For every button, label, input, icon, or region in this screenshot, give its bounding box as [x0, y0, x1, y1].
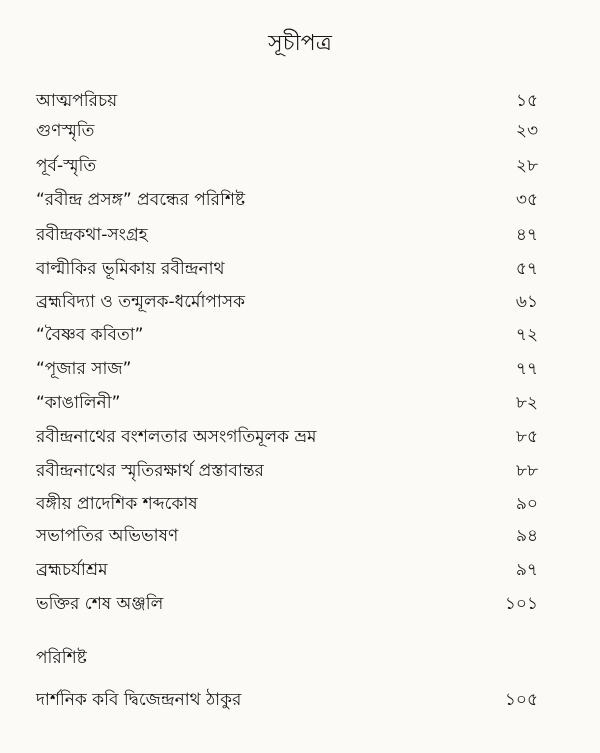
toc-entry-page: ৩৫ [515, 190, 538, 210]
toc-entry-page: ৯৭ [515, 560, 538, 580]
toc-entry-page: ৯০ [515, 494, 538, 514]
toc-entry-page: ৮৫ [515, 427, 538, 447]
toc-entry [0, 522, 600, 550]
toc-entry-title: ভক্তির শেষ অঞ্জলি [36, 594, 164, 614]
toc-entry-title: আত্মপরিচয় [36, 91, 118, 111]
toc-entry-page: ৫৭ [515, 259, 538, 279]
toc-entry [0, 686, 600, 714]
toc-entry-page: ২৮ [515, 156, 538, 176]
page-title: সূচীপত্র [268, 31, 332, 56]
toc-entry-title: গুণস্মৃতি [36, 121, 95, 141]
toc-entry [0, 288, 600, 316]
toc-entry-page: ৭২ [515, 325, 538, 345]
toc-entry [0, 321, 600, 349]
toc-entry [0, 186, 600, 214]
toc-entry-title: পূর্ব-স্মৃতি [36, 156, 97, 176]
toc-entry [0, 457, 600, 485]
toc-entry-page: ৮৮ [515, 461, 538, 481]
toc-entry-title: ব্রহ্মচর্যাশ্রম [36, 560, 108, 580]
toc-entry [0, 490, 600, 518]
toc-entry [0, 590, 600, 618]
toc-entry-page: ১০১ [504, 594, 538, 614]
toc-entry-page: ৪৭ [515, 225, 538, 245]
toc-entry-title: রবীন্দ্রনাথের বংশলতার অসংগতিমূলক ভ্রম [36, 427, 317, 447]
toc-entry-title: দার্শনিক কবি দ্বিজেন্দ্রনাথ ঠাকুর [36, 690, 242, 710]
toc-entry [0, 221, 600, 249]
toc-entry-title: “বৈষ্ণব কবিতা” [36, 325, 144, 345]
toc-entry-title: সভাপতির অভিভাষণ [36, 526, 179, 546]
toc-entry-page: ১৫ [515, 91, 538, 111]
toc-entry-title: ব্রহ্মবিদ্যা ও তন্মূলক-ধর্মোপাসক [36, 292, 245, 312]
toc-entry [0, 152, 600, 180]
toc-entry-title: বঙ্গীয় প্রাদেশিক শব্দকোষ [36, 494, 198, 514]
toc-entry [0, 423, 600, 451]
toc-entry [0, 355, 600, 383]
appendix-heading: পরিশিষ্ট [36, 648, 87, 668]
toc-entry-page: ১০৫ [504, 690, 538, 710]
toc-entry-title: “কাঙালিনী” [36, 393, 121, 413]
toc-entry [0, 255, 600, 283]
toc-entry-title: “রবীন্দ্র প্রসঙ্গ” প্রবন্ধের পরিশিষ্ট [36, 190, 246, 210]
toc-entry-page: ৬১ [515, 292, 538, 312]
toc-entry [0, 556, 600, 584]
toc-entry [0, 87, 600, 115]
toc-entry-title: রবীন্দ্রকথা-সংগ্রহ [36, 225, 148, 245]
toc-entry [0, 117, 600, 145]
toc-entry-title: “পূজার সাজ” [36, 359, 132, 379]
toc-entry-title: রবীন্দ্রনাথের স্মৃতিরক্ষার্থ প্রস্তাবান্তর [36, 461, 264, 481]
toc-entry [0, 389, 600, 417]
toc-entry-page: ২৩ [515, 121, 538, 141]
toc-entry-page: ৯৪ [515, 526, 538, 546]
toc-entry-page: ৮২ [515, 393, 538, 413]
toc-entry-title: বাল্মীকির ভূমিকায় রবীন্দ্রনাথ [36, 259, 225, 279]
toc-entry-page: ৭৭ [515, 359, 538, 379]
